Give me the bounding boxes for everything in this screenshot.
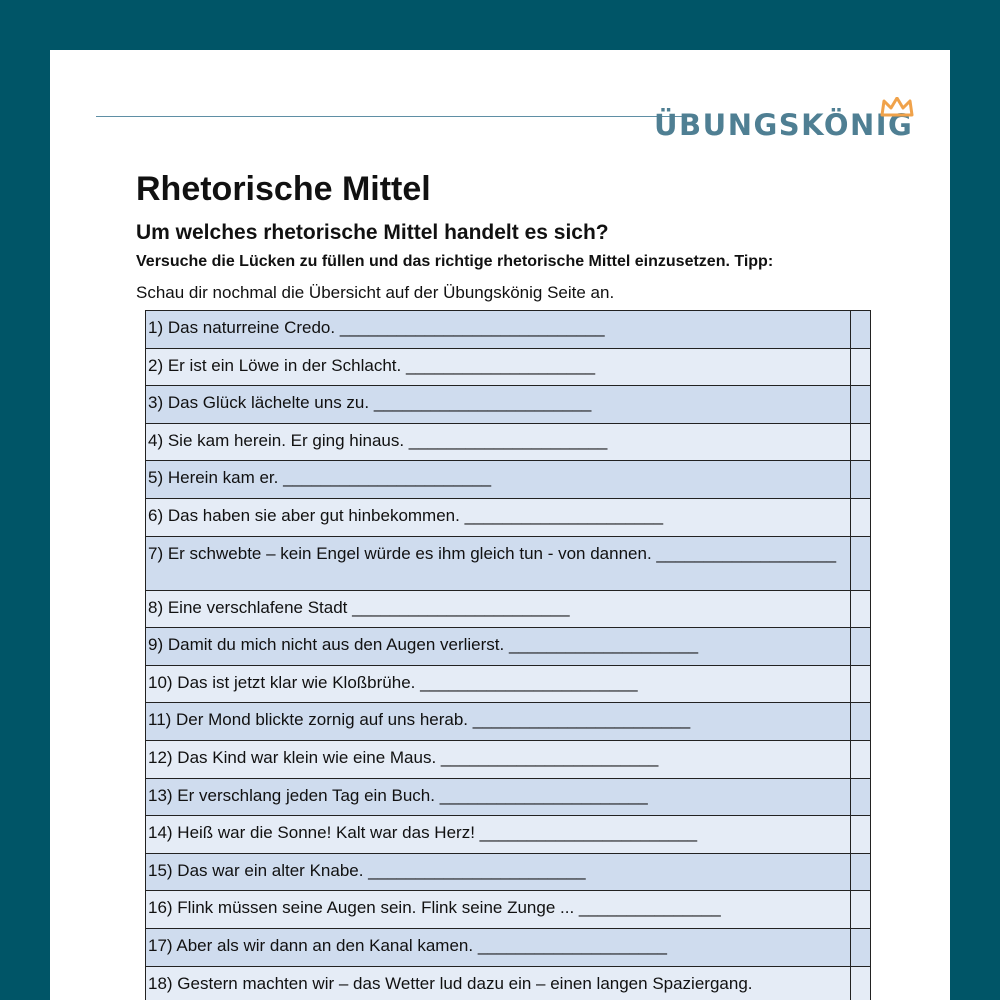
question-cell[interactable]: 8) Eine verschlafene Stadt _______________________: [146, 591, 851, 628]
table-row: [146, 929, 871, 967]
table-row: [146, 424, 871, 462]
answer-cell[interactable]: [851, 424, 871, 461]
table-row: [146, 854, 871, 892]
answer-cell[interactable]: [851, 349, 871, 386]
table-row: [146, 349, 871, 387]
answer-cell[interactable]: [851, 591, 871, 628]
answer-cell[interactable]: [851, 386, 871, 423]
table-row: [146, 386, 871, 424]
answer-cell[interactable]: [851, 929, 871, 966]
question-cell[interactable]: 4) Sie kam herein. Er ging hinaus. _____________________: [146, 424, 851, 461]
answer-cell[interactable]: [851, 537, 871, 590]
worksheet-page: [50, 50, 950, 1000]
table-row: [146, 816, 871, 854]
table-row: [146, 666, 871, 704]
crown-icon: [880, 97, 914, 117]
table-row: [146, 499, 871, 537]
header-divider: [96, 116, 688, 117]
answer-cell[interactable]: [851, 703, 871, 740]
question-cell[interactable]: 3) Das Glück lächelte uns zu. _______________________: [146, 386, 851, 423]
table-row: [146, 891, 871, 929]
logo-text: ÜBUNGSKÖNIG: [654, 108, 914, 142]
question-cell[interactable]: 17) Aber als wir dann an den Kanal kamen. ____________________: [146, 929, 851, 966]
answer-cell[interactable]: [851, 967, 871, 1000]
instruction-bold: Versuche die Lücken zu füllen und das richtige rhetorische Mittel einzusetzen. Tipp:: [136, 253, 774, 270]
question-cell[interactable]: 16) Flink müssen seine Augen sein. Flink seine Zunge ... _______________: [146, 891, 851, 928]
question-cell[interactable]: 5) Herein kam er. ______________________: [146, 461, 851, 498]
question-cell[interactable]: 7) Er schwebte – kein Engel würde es ihm gleich tun - von dannen. ___________________: [146, 537, 851, 590]
answer-cell[interactable]: [851, 499, 871, 536]
table-row: [146, 537, 871, 591]
answer-cell[interactable]: [851, 666, 871, 703]
question-cell[interactable]: 12) Das Kind war klein wie eine Maus. _______________________: [146, 741, 851, 778]
answer-cell[interactable]: [851, 891, 871, 928]
table-row: [146, 311, 871, 349]
answer-cell[interactable]: [851, 816, 871, 853]
question-cell[interactable]: 10) Das ist jetzt klar wie Kloßbrühe. _______________________: [146, 666, 851, 703]
answer-cell[interactable]: [851, 779, 871, 816]
brand-logo: [654, 100, 914, 150]
answer-cell[interactable]: [851, 741, 871, 778]
answer-cell[interactable]: [851, 461, 871, 498]
question-cell[interactable]: 2) Er ist ein Löwe in der Schlacht. ____________________: [146, 349, 851, 386]
answer-cell[interactable]: [851, 311, 871, 348]
question-cell[interactable]: 15) Das war ein alter Knabe. _______________________: [146, 854, 851, 891]
question-cell[interactable]: 1) Das naturreine Credo. ____________________________: [146, 311, 851, 348]
question-cell[interactable]: 13) Er verschlang jeden Tag ein Buch. ______________________: [146, 779, 851, 816]
page-subtitle: Um welches rhetorische Mittel handelt es sich?: [136, 221, 609, 244]
page-title: Rhetorische Mittel: [136, 170, 431, 208]
question-cell[interactable]: 14) Heiß war die Sonne! Kalt war das Herz! _______________________: [146, 816, 851, 853]
instruction-text: Schau dir nochmal die Übersicht auf der Übungskönig Seite an.: [136, 283, 615, 302]
table-row: [146, 741, 871, 779]
question-cell[interactable]: 18) Gestern machten wir – das Wetter lud dazu ein – einen langen Spaziergang.: [146, 967, 851, 1000]
question-cell[interactable]: 6) Das haben sie aber gut hinbekommen. _____________________: [146, 499, 851, 536]
table-row: [146, 779, 871, 817]
exercise-table: [145, 310, 871, 1000]
answer-cell[interactable]: [851, 628, 871, 665]
table-row: [146, 967, 871, 1000]
table-row: [146, 628, 871, 666]
table-row: [146, 591, 871, 629]
table-row: [146, 461, 871, 499]
question-cell[interactable]: 11) Der Mond blickte zornig auf uns herab. _______________________: [146, 703, 851, 740]
question-cell[interactable]: 9) Damit du mich nicht aus den Augen verlierst. ____________________: [146, 628, 851, 665]
answer-cell[interactable]: [851, 854, 871, 891]
table-row: [146, 703, 871, 741]
